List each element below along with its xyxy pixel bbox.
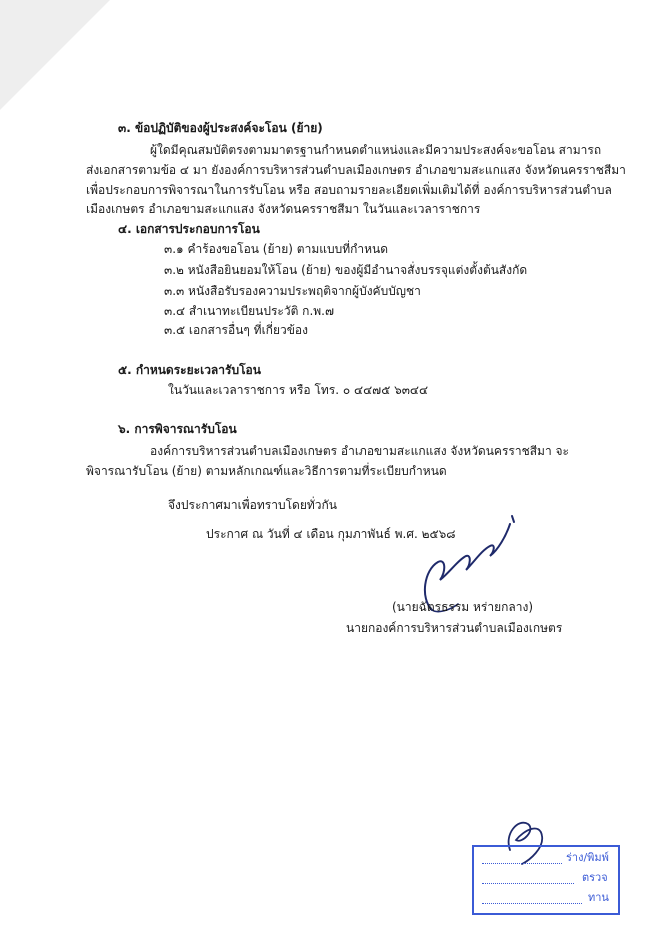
section3-line-3: เพื่อประกอบการพิจารณาในการรับโอน หรือ สอบถามรายละเอียดเพิ่มเติมได้ที่ องค์การบริหารส่วนตำบล — [86, 183, 612, 197]
stamp-label-review: ทาน — [588, 891, 609, 904]
signer-position: นายกองค์การบริหารส่วนตำบลเมืองเกษตร — [346, 621, 563, 635]
section6-line-1: องค์การบริหารส่วนตำบลเมืองเกษตร อำเภอขามสะแกแสง จังหวัดนครราชสีมา จะ — [150, 444, 569, 458]
section3-heading: ๓. ข้อปฏิบัติของผู้ประสงค์จะโอน (ย้าย) — [118, 121, 323, 135]
signer-name: (นายฉัตรธรรม หร่ายกลาง) — [392, 600, 534, 614]
section3-line-4: เมืองเกษตร อำเภอขามสะแกแสง จังหวัดนครราชสีมา ในวันและเวลาราชการ — [86, 202, 481, 216]
stamp-dotted-line — [482, 883, 574, 884]
section4-item-3: ๓.๓ หนังสือรับรองความประพฤติจากผู้บังคับบัญชา — [164, 284, 421, 298]
stamp-dotted-line — [482, 863, 562, 864]
section4-item-1: ๓.๑ คำร้องขอโอน (ย้าย) ตามแบบที่กำหนด — [164, 242, 389, 256]
stamp-dotted-line — [482, 903, 582, 904]
section5-line: ในวันและเวลาราชการ หรือ โทร. ๐ ๔๔๗๕ ๖๓๔๔ — [168, 383, 429, 397]
section4-item-5: ๓.๕ เอกสารอื่นๆ ที่เกี่ยวข้อง — [164, 323, 308, 337]
stamp-label-check: ตรวจ — [582, 871, 608, 884]
section6-heading: ๖. การพิจารณารับโอน — [118, 422, 237, 436]
section3-line-1: ผู้ใดมีคุณสมบัติตรงตามมาตรฐานกำหนดตำแหน่งและมีความประสงค์จะขอโอน สามารถ — [150, 143, 602, 157]
closing-announce: จึงประกาศมาเพื่อทราบโดยทั่วกัน — [168, 498, 337, 512]
section4-item-2: ๓.๒ หนังสือยินยอมให้โอน (ย้าย) ของผู้มีอำนาจสั่งบรรจุแต่งตั้งต้นสังกัด — [164, 263, 528, 277]
section6-line-2: พิจารณารับโอน (ย้าย) ตามหลักเกณฑ์และวิธีการตามที่ระเบียบกำหนด — [86, 464, 447, 478]
section3-line-2: ส่งเอกสารตามข้อ ๔ มา ยังองค์การบริหารส่วนตำบลเมืองเกษตร อำเภอขามสะแกแสง จังหวัดนครราชสีมา — [86, 163, 626, 177]
stamp-label-draft: ร่าง/พิมพ์ — [566, 851, 609, 864]
section4-item-4: ๓.๔ สำเนาทะเบียนประวัติ ก.พ.๗ — [164, 304, 335, 318]
section5-heading: ๕. กำหนดระยะเวลารับโอน — [118, 363, 261, 377]
routing-stamp — [472, 845, 620, 915]
page-corner-shadow — [0, 0, 110, 110]
closing-date: ประกาศ ณ วันที่ ๔ เดือน กุมภาพันธ์ พ.ศ. ๒๕๖๘ — [206, 527, 456, 541]
section4-heading: ๔. เอกสารประกอบการโอน — [118, 222, 260, 236]
